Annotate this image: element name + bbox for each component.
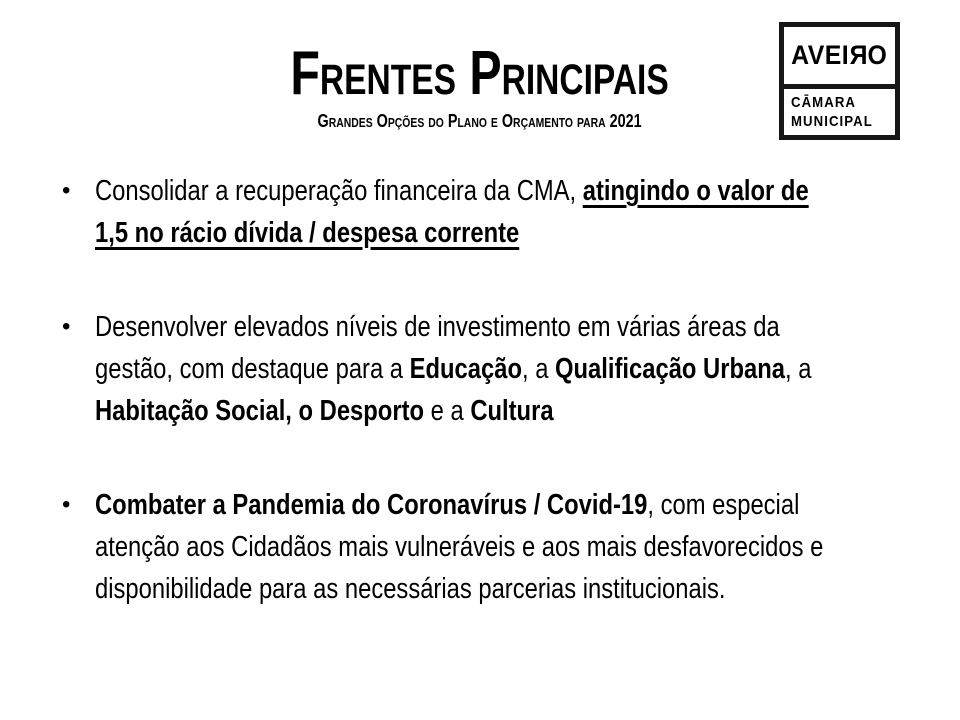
bullet-list (62, 170, 922, 662)
aveiro-municipality-logo (779, 22, 900, 140)
bullet-marker: • (62, 491, 71, 518)
logo-mirrored-r: R (849, 40, 868, 71)
text-segment: Consolidar a recuperação financeira da CMA, (95, 175, 583, 207)
text-segment: e a (424, 395, 471, 427)
text-segment: atenção aos Cidadãos mais vulneráveis e aos mais desfavorecidos e (95, 531, 824, 563)
text-segment: , a (521, 353, 556, 385)
text-segment: Desenvolver elevados níveis de investimento em várias áreas da (95, 311, 780, 343)
bullet-marker: • (62, 177, 71, 204)
bullet-line (95, 526, 823, 568)
bullet-line (95, 390, 811, 432)
slide-subtitle-text: Grandes Opções do Plano e Orçamento para 2021 (317, 111, 643, 131)
text-segment: Combater a Pandemia do Coronavírus / Covid-19 (95, 489, 648, 521)
logo-name-pre: AVEI (791, 40, 850, 71)
logo-name (791, 40, 887, 71)
bullet-line (95, 170, 809, 212)
bullet-line (95, 348, 811, 390)
text-segment: , a (784, 353, 812, 385)
logo-sub-line2: MUNICIPAL (791, 113, 873, 131)
logo-sub-section (784, 89, 895, 135)
bullet-item (62, 484, 922, 610)
bullet-line (95, 568, 823, 610)
logo-name-post: O (867, 40, 888, 71)
bullet-line (95, 212, 809, 254)
bullet-marker: • (62, 313, 71, 340)
text-segment: Educação (409, 353, 522, 385)
bullet-text (95, 170, 809, 254)
text-segment: , com especial (647, 489, 800, 521)
text-segment: 1,5 no rácio dívida / despesa corrente (95, 217, 520, 249)
bullet-line (95, 306, 811, 348)
logo-name-section (784, 27, 895, 89)
bullet-text (95, 306, 811, 432)
slide-title-text: Frentes Principais (290, 39, 670, 108)
text-segment: atingindo o valor de (582, 175, 809, 207)
text-segment: disponibilidade para as necessárias parcerias institucionais. (95, 573, 726, 605)
bullet-item (62, 170, 922, 254)
bullet-text (95, 484, 823, 610)
text-segment: gestão, com destaque para a (95, 353, 410, 385)
logo-sub-line1: CĀMARA (791, 94, 856, 112)
bullet-line (95, 484, 823, 526)
text-segment: Qualificação Urbana (555, 353, 785, 385)
bullet-item (62, 306, 922, 432)
text-segment: Habitação Social, o Desporto (95, 395, 425, 427)
text-segment: Cultura (470, 395, 554, 427)
